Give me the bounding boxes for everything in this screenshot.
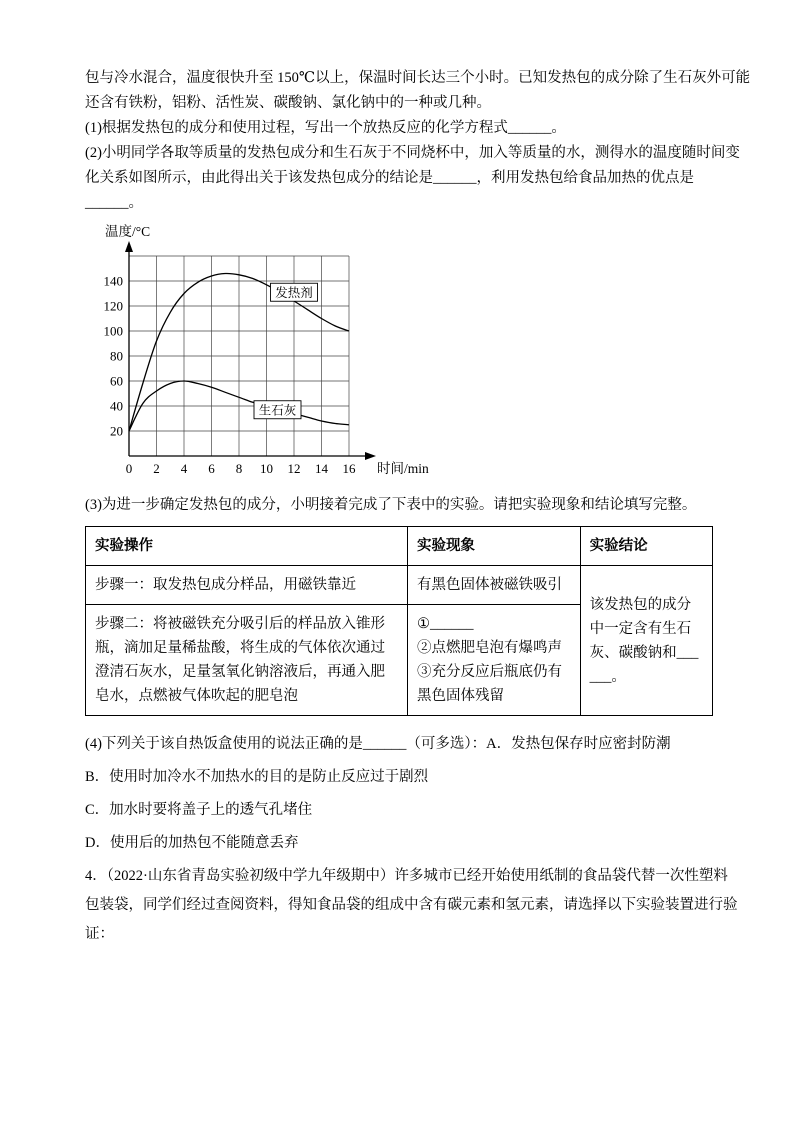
x-axis-title: 时间/min <box>377 461 429 476</box>
x-tick-label: 14 <box>315 461 328 476</box>
table-header-row <box>86 527 713 566</box>
y-tick-label: 120 <box>103 298 123 314</box>
experiment-table <box>85 526 713 716</box>
step1-phenomenon-cell: 有黑色固体被磁铁吸引 <box>408 566 581 605</box>
table-header-operation: 实验操作 <box>86 527 408 566</box>
x-tick-label: 16 <box>342 461 356 476</box>
x-tick-label: 10 <box>260 461 273 476</box>
y-tick-label: 140 <box>103 273 123 289</box>
step2-phenomenon-2: ②点燃肥皂泡有爆鸣声 <box>417 640 563 656</box>
question-5-line-3: 证： <box>85 926 114 942</box>
y-axis-title: 温度/°C <box>105 224 151 239</box>
x-tick-label: 12 <box>287 461 301 476</box>
question-4-block <box>85 728 713 860</box>
temperature-time-chart-svg <box>85 222 437 484</box>
question-4-option-b: B．使用时加冷水不加热水的目的是防止反应过于剧烈 <box>85 769 429 785</box>
y-tick-label: 100 <box>103 323 123 339</box>
y-tick-label: 20 <box>110 423 123 439</box>
curve-label-text-0: 发热剂 <box>275 285 313 300</box>
y-tick-label: 60 <box>110 373 123 389</box>
x-axis-arrow <box>365 452 376 460</box>
question-4-option-c: C．加水时要将盖子上的透气孔堵住 <box>85 802 313 818</box>
table-row-step1 <box>86 566 713 605</box>
y-axis-arrow <box>125 241 133 252</box>
table-header-conclusion: 实验结论 <box>580 527 712 566</box>
question-2-line-1: (2)小明同学各取等质量的发热包成分和生石灰于不同烧杯中，加入等质量的水，测得水的温度随时间变 <box>85 145 740 161</box>
question-3: (3)为进一步确定发热包的成分，小明接着完成了下表中的实验。请把实验现象和结论填写完整。 <box>85 497 697 513</box>
intro-line-2: 还含有铁粉，铝粉、活性炭、碳酸钠、氯化钠中的一种或几种。 <box>85 95 491 111</box>
step2-phenomenon-1: ①______ <box>417 616 474 632</box>
question-5-line-1: 4．（2022·山东省青岛实验初级中学九年级期中）许多城市已经开始使用纸制的食品袋代替一次性塑料 <box>85 868 728 884</box>
question-5-block <box>85 862 738 949</box>
step2-phenomenon-3: ③充分反应后瓶底仍有黑色固体残留 <box>417 664 563 704</box>
x-tick-label: 6 <box>208 461 215 476</box>
y-tick-label: 80 <box>110 348 123 364</box>
x-tick-label: 0 <box>125 461 133 476</box>
x-tick-label: 2 <box>153 461 160 476</box>
step2-phenomenon-cell <box>408 605 581 716</box>
step1-operation-cell: 步骤一：取发热包成分样品，用磁铁靠近 <box>86 566 408 605</box>
question-4-option-a: (4)下列关于该自热饭盒使用的说法正确的是______（可多选）：A．发热包保存时应密封防潮 <box>85 736 671 752</box>
page-content <box>85 66 751 949</box>
table-header-phenomenon: 实验现象 <box>408 527 581 566</box>
question-2-line-2: 化关系如图所示，由此得出关于该发热包成分的结论是______，利用发热包给食品加热的优点是 <box>85 170 694 186</box>
question-2-line-3: ______。 <box>85 195 143 211</box>
question-5-line-2: 包装袋，同学们经过查阅资料，得知食品袋的组成中含有碳元素和氢元素，请选择以下实验装置进行验 <box>85 897 738 913</box>
question-4-option-d: D．使用后的加热包不能随意丢弃 <box>85 835 299 851</box>
question-1: (1)根据发热包的成分和使用过程，写出一个放热反应的化学方程式______。 <box>85 120 566 136</box>
x-tick-label: 8 <box>235 461 243 476</box>
x-tick-label: 4 <box>180 461 188 476</box>
y-tick-label: 40 <box>110 398 123 414</box>
conclusion-cell: 该发热包的成分中一定含有生石灰、碳酸钠和______。 <box>580 566 712 716</box>
step2-operation-cell: 步骤二：将被磁铁充分吸引后的样品放入锥形瓶，滴加足量稀盐酸，将生成的气体依次通过澄清石灰水，足量氢氧化钠溶液后，再通入肥皂水，点燃被气体吹起的肥皂泡 <box>86 605 408 716</box>
intro-line-1: 包与冷水混合，温度很快升至 150℃以上，保温时间长达三个小时。已知发热包的成分除了生石灰外可能 <box>85 70 751 86</box>
temperature-time-chart <box>85 222 713 489</box>
curve-label-text-1: 生石灰 <box>258 403 297 418</box>
